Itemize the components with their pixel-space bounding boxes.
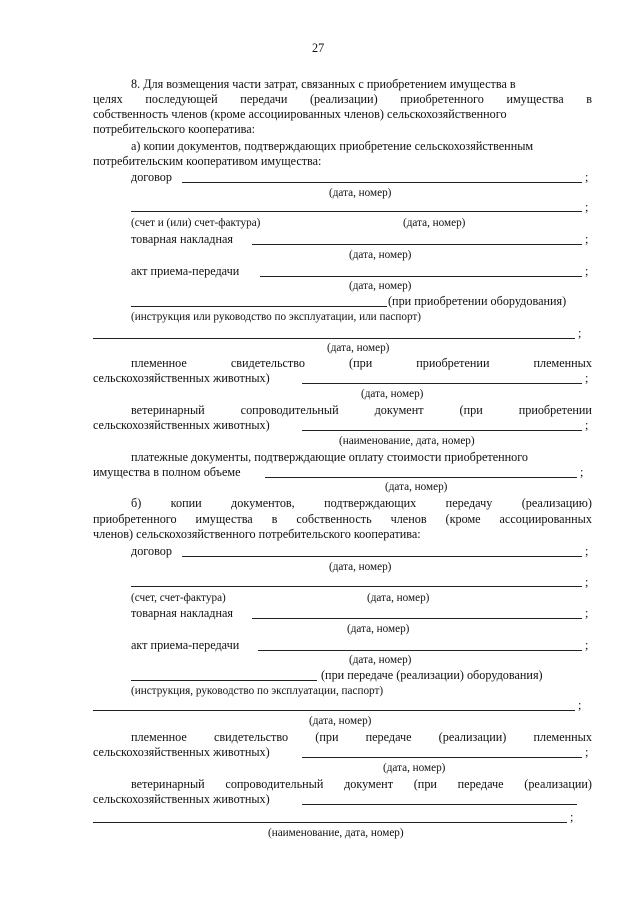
semicolon: ; bbox=[580, 465, 584, 479]
a-equipment-note: (при приобретении оборудования) bbox=[388, 294, 567, 308]
a-manual-line bbox=[93, 338, 575, 339]
b-breeding-caption: (дата, номер) bbox=[383, 762, 446, 774]
a-manual-date-caption: (дата, номер) bbox=[327, 342, 390, 354]
b-waybill-label: товарная накладная bbox=[131, 606, 234, 620]
semicolon: ; bbox=[585, 264, 589, 278]
a-payment-line-1: платежные документы, подтверждающие оплату стоимости приобретенного bbox=[131, 450, 529, 464]
a-acceptance-caption: (дата, номер) bbox=[349, 280, 412, 292]
a-invoice-date-caption: (дата, номер) bbox=[403, 217, 466, 229]
intro-line-1: 8. Для возмещения части затрат, связанных с приобретением имущества в bbox=[131, 77, 516, 91]
section-a-heading-2: потребительским кооперативом имущества: bbox=[93, 154, 322, 168]
a-invoice-line bbox=[131, 211, 582, 212]
a-waybill-label: товарная накладная bbox=[131, 232, 234, 246]
section-b-heading-3: членов) сельскохозяйственного потребительского кооператива: bbox=[93, 527, 421, 541]
a-breeding-line-2: сельскохозяйственных животных) bbox=[93, 371, 270, 385]
b-invoice-caption: (счет, счет-фактура) bbox=[131, 592, 226, 604]
semicolon: ; bbox=[585, 745, 589, 759]
section-a-heading-1: а) копии документов, подтверждающих приобретение сельскохозяйственным bbox=[131, 139, 534, 153]
intro-line-4: потребительского кооператива: bbox=[93, 122, 256, 136]
a-vet-line-2: сельскохозяйственных животных) bbox=[93, 418, 270, 432]
semicolon: ; bbox=[585, 544, 589, 558]
semicolon: ; bbox=[585, 575, 589, 589]
b-vet-line-1: ветеринарный сопроводительный документ (при передаче (реализации) bbox=[131, 777, 592, 791]
b-invoice-line bbox=[131, 586, 582, 587]
b-acceptance-caption: (дата, номер) bbox=[349, 654, 412, 666]
semicolon: ; bbox=[585, 606, 589, 620]
b-waybill-caption: (дата, номер) bbox=[347, 623, 410, 635]
b-vet-line-2: сельскохозяйственных животных) bbox=[93, 792, 270, 806]
a-contract-caption: (дата, номер) bbox=[329, 187, 392, 199]
b-vet-caption: (наименование, дата, номер) bbox=[268, 827, 404, 839]
a-vet-line-1: ветеринарный сопроводительный документ (при приобретении bbox=[131, 403, 592, 417]
semicolon: ; bbox=[585, 232, 589, 246]
section-b-heading-2: приобретенного имущества в собственность членов (кроме ассоциированных bbox=[93, 512, 592, 526]
a-vet-line bbox=[302, 430, 582, 431]
a-acceptance-line bbox=[260, 276, 582, 277]
b-vet-line bbox=[302, 804, 577, 805]
semicolon: ; bbox=[585, 170, 589, 184]
b-breeding-line-2: сельскохозяйственных животных) bbox=[93, 745, 270, 759]
a-invoice-caption: (счет и (или) счет-фактура) bbox=[131, 217, 261, 229]
b-invoice-date-caption: (дата, номер) bbox=[367, 592, 430, 604]
a-breeding-caption: (дата, номер) bbox=[361, 388, 424, 400]
b-contract-line bbox=[182, 556, 582, 557]
a-manual-caption: (инструкция или руководство по эксплуатации, или паспорт) bbox=[131, 311, 422, 323]
b-manual-line bbox=[93, 710, 575, 711]
semicolon: ; bbox=[570, 810, 574, 824]
intro-line-2: целях последующей передачи (реализации) приобретенного имущества в bbox=[93, 92, 592, 106]
b-equipment-note: (при передаче (реализации) оборудования) bbox=[321, 668, 543, 682]
a-contract-label: договор bbox=[131, 170, 172, 184]
a-payment-line-2: имущества в полном объеме bbox=[93, 465, 241, 479]
semicolon: ; bbox=[585, 200, 589, 214]
semicolon: ; bbox=[578, 326, 582, 340]
a-contract-line bbox=[182, 182, 582, 183]
b-equipment-line bbox=[131, 680, 317, 681]
a-waybill-line bbox=[252, 244, 582, 245]
b-waybill-line bbox=[252, 618, 582, 619]
b-acceptance-label: акт приема-передачи bbox=[131, 638, 240, 652]
b-breeding-line-1: племенное свидетельство (при передаче (реализации) племенных bbox=[131, 730, 592, 744]
page-number: 27 bbox=[312, 41, 325, 55]
semicolon: ; bbox=[578, 698, 582, 712]
b-contract-caption: (дата, номер) bbox=[329, 561, 392, 573]
a-waybill-caption: (дата, номер) bbox=[349, 249, 412, 261]
semicolon: ; bbox=[585, 371, 589, 385]
intro-line-3: собственность членов (кроме ассоциированных членов) сельскохозяйственного bbox=[93, 107, 507, 121]
a-acceptance-label: акт приема-передачи bbox=[131, 264, 240, 278]
b-vet-line-extra bbox=[93, 822, 567, 823]
b-contract-label: договор bbox=[131, 544, 172, 558]
b-manual-caption: (инструкция, руководство по эксплуатации, паспорт) bbox=[131, 685, 384, 697]
a-vet-caption: (наименование, дата, номер) bbox=[339, 435, 475, 447]
a-equipment-line bbox=[131, 306, 387, 307]
a-payment-line bbox=[265, 477, 577, 478]
b-acceptance-line bbox=[258, 650, 582, 651]
a-breeding-line bbox=[302, 383, 582, 384]
b-manual-date-caption: (дата, номер) bbox=[309, 715, 372, 727]
section-b-heading-1: б) копии документов, подтверждающих передачу (реализацию) bbox=[131, 496, 592, 510]
a-payment-caption: (дата, номер) bbox=[385, 481, 448, 493]
semicolon: ; bbox=[585, 638, 589, 652]
b-breeding-line bbox=[302, 757, 582, 758]
a-breeding-line-1: племенное свидетельство (при приобретении племенных bbox=[131, 356, 592, 370]
semicolon: ; bbox=[585, 418, 589, 432]
